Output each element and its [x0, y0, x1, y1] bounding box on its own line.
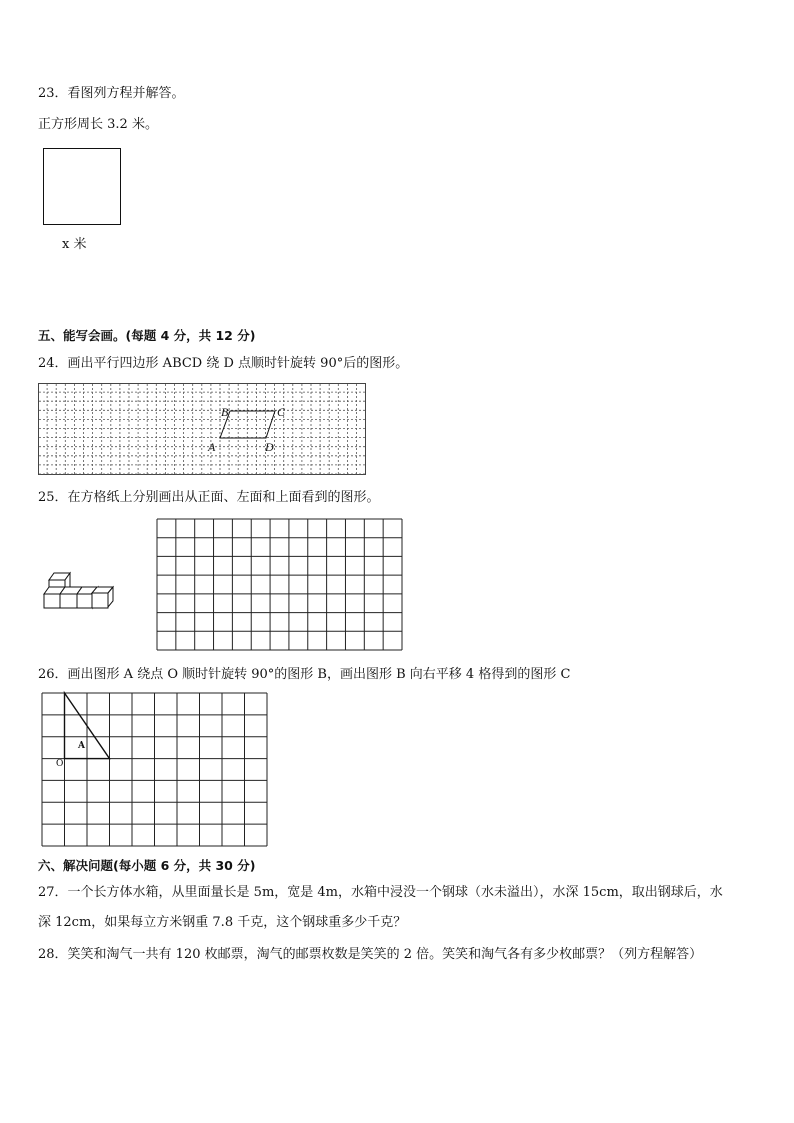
vertex-label-a: A — [208, 440, 216, 454]
vertex-label-b: B — [221, 405, 229, 419]
q28-text: 28．笑笑和淘气一共有 120 枚邮票，淘气的邮票枚数是笑笑的 2 倍。笑笑和淘气各有多少枚邮票？（列方程解答） — [38, 947, 703, 962]
q23-perimeter-text: 正方形周长 3.2 米。 — [38, 117, 158, 132]
point-o-label: O — [56, 759, 64, 769]
square-figure — [43, 148, 121, 225]
q25-title: 25．在方格纸上分别画出从正面、左面和上面看到的图形。 — [38, 490, 380, 505]
section5-heading: 五、能写会画。(每题 4 分，共 12 分) — [38, 328, 256, 343]
q26-title: 26．画出图形 A 绕点 O 顺时针旋转 90°的图形 B，画出图形 B 向右平移 4 格得到的图形 C — [38, 667, 571, 682]
q27-line2: 深 12cm，如果每立方米钢重 7.8 千克，这个钢球重多少千克？ — [38, 915, 407, 930]
q26-square-grid — [42, 693, 268, 847]
q23-title: 23．看图列方程并解答。 — [38, 86, 185, 101]
section6-heading: 六、解决问题(每小题 6 分，共 30 分) — [38, 858, 256, 873]
q27-line1: 27．一个长方体水箱，从里面量长是 5m，宽是 4m，水箱中浸没一个钢球（水未溢出），水深 15cm，取出钢球后，水 — [38, 885, 723, 900]
q24-dotted-grid — [38, 383, 366, 475]
q24-title: 24．画出平行四边形 ABCD 绕 D 点顺时针旋转 90°后的图形。 — [38, 356, 409, 371]
vertex-label-c: C — [277, 405, 286, 419]
square-side-label: x 米 — [62, 237, 87, 252]
shape-a-label: A — [78, 741, 85, 751]
cube-stack-figure — [40, 568, 120, 610]
q25-square-grid — [157, 519, 403, 651]
vertex-label-d: D — [265, 440, 274, 454]
